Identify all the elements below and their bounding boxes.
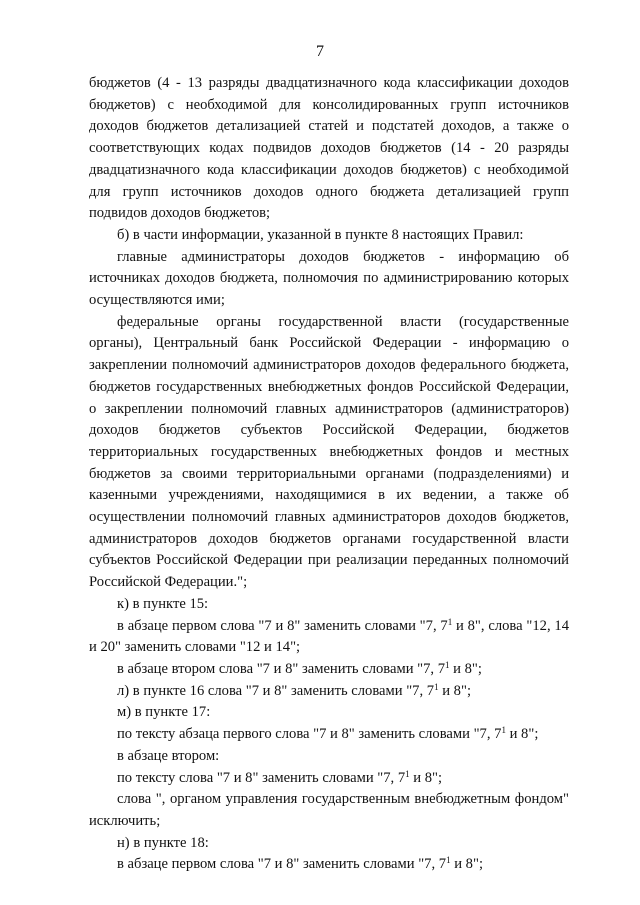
text-run: и 8"; <box>409 769 443 786</box>
paragraph <box>89 659 569 681</box>
paragraph <box>89 616 569 659</box>
text-run: главные администраторы доходов бюджетов - информацию об источниках доходов бюджета, полномочия по администрированию которых осуществляются ими; <box>89 248 569 309</box>
text-run: л) в пункте 16 слова "7 и 8" заменить словами "7, 7 <box>117 682 435 699</box>
paragraph <box>89 225 569 247</box>
superscript: 1 <box>445 659 450 670</box>
superscript: 1 <box>434 681 439 692</box>
paragraph-continuation <box>89 73 569 225</box>
text-run: б) в части информации, указанной в пункте 8 настоящих Правил: <box>117 226 524 243</box>
text-run: в абзаце первом слова "7 и 8" заменить словами "7, 7 <box>117 856 447 873</box>
text-run: м) в пункте 17: <box>117 704 211 721</box>
paragraph <box>89 768 569 790</box>
text-run: бюджетов (4 - 13 разряды двадцатизначного кода классификации доходов бюджетов) с необходимой для консолидированных групп источников доходов бюджетов детализацией статей и подстатей доходов, а также о соответствующих кодах подвидов доходов бюджетов (14 - 20 разряды двадцатизначного кода классификации доходов бюджетов) с необходимой для групп источников доходов одного бюджета детализацией групп подвидов доходов бюджетов; <box>89 75 569 222</box>
text-run: и 8"; <box>450 856 483 873</box>
paragraph <box>89 312 569 594</box>
superscript: 1 <box>405 768 410 779</box>
paragraph <box>89 702 569 724</box>
page-number: 7 <box>316 43 324 60</box>
text-run: и 8"; <box>438 682 471 699</box>
paragraph <box>89 854 569 876</box>
text-run: в абзаце втором: <box>117 747 220 764</box>
paragraph <box>89 247 569 312</box>
text-run: по тексту слова "7 и 8" заменить словами "7, 7 <box>117 769 406 786</box>
paragraph <box>89 724 569 746</box>
text-run: федеральные органы государственной власти (государственные органы), Центральный банк Российской Федерации - информацию о закреплении полномочий администраторов доходов федерального бюджета, бюджетов государственных внебюджетных фондов Российской Федерации, о закреплении полномочий главных администраторов (администраторов) доходов бюджетов субъектов Российской Федерации, бюджетов территориальных государственных внебюджетных фондов и местных бюджетов за своими территориальными органами (подразделениями) и казенными учреждениями, находящимися в их ведении, а также об осуществлении полномочий главных администраторов доходов бюджетов, администраторов доходов бюджетов органами государственной власти субъектов Российской Федерации при реализации переданных полномочий Российской Федерации."; <box>89 313 569 591</box>
superscript: 1 <box>446 855 451 866</box>
superscript: 1 <box>447 616 453 627</box>
text-run: и 8", слова "12, 14 и 20" заменить словами "12 и 14"; <box>89 617 569 656</box>
text-run: в абзаце втором слова "7 и 8" заменить словами "7, 7 <box>117 660 446 677</box>
paragraph <box>89 746 569 768</box>
paragraph <box>89 833 569 855</box>
text-run: слова ", органом управления государственным внебюджетным фондом" исключить; <box>89 791 569 829</box>
text-run: и 8"; <box>505 726 539 743</box>
text-run: и 8"; <box>449 660 482 677</box>
text-run: н) в пункте 18: <box>117 834 209 851</box>
document-body <box>89 73 569 876</box>
superscript: 1 <box>501 725 506 736</box>
paragraph <box>89 789 569 832</box>
text-run: в абзаце первом слова "7 и 8" заменить словами "7, 7 <box>117 617 448 634</box>
text-run: по тексту абзаца первого слова "7 и 8" заменить словами "7, 7 <box>117 726 502 743</box>
paragraph <box>89 681 569 703</box>
text-run: к) в пункте 15: <box>117 595 209 612</box>
paragraph <box>89 594 569 616</box>
